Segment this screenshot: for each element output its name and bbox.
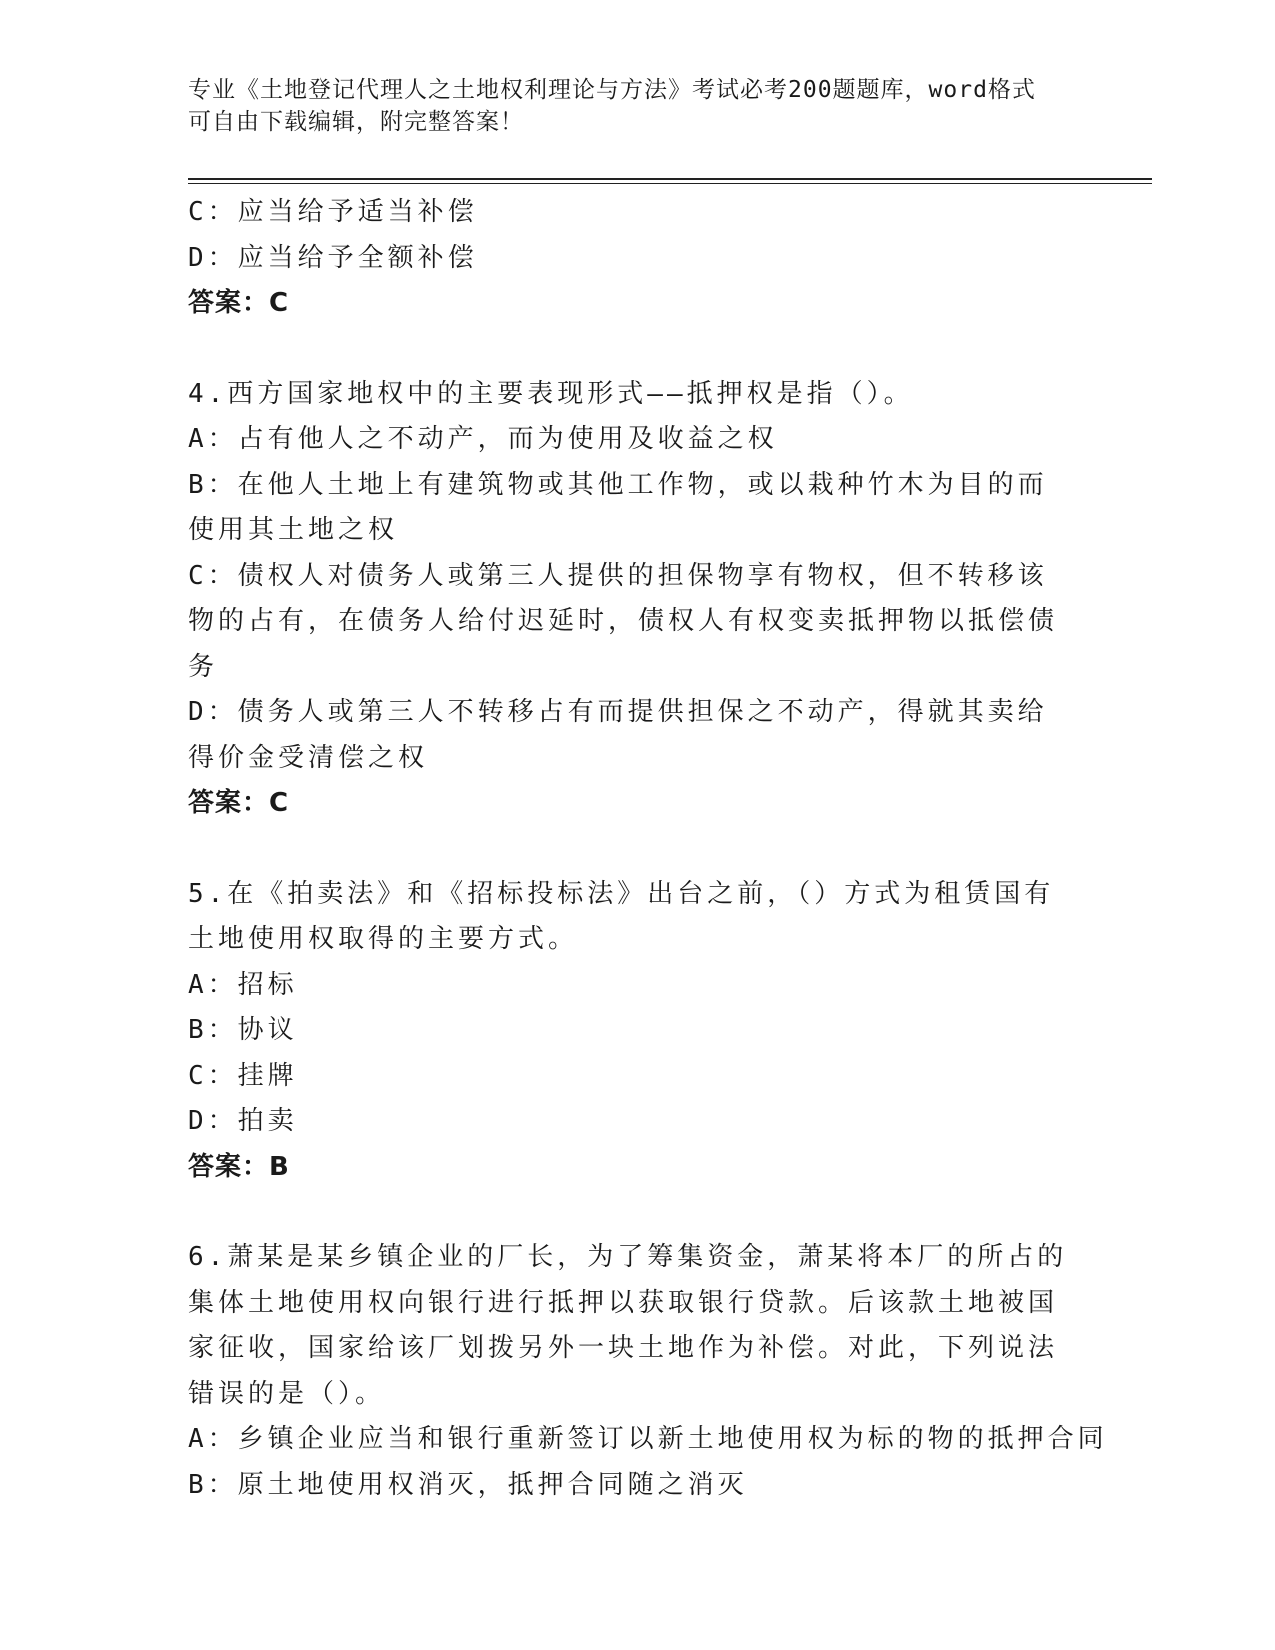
question-content bbox=[188, 190, 1108, 1508]
answer-line: 答案：C bbox=[188, 788, 290, 818]
option-b: B：原土地使用权消灭，抵押合同随之消灭 bbox=[188, 1469, 748, 1500]
answer-line: 答案：C bbox=[188, 288, 290, 318]
option-a: A：乡镇企业应当和银行重新签订以新土地使用权为标的物的抵押合同 bbox=[188, 1424, 1108, 1454]
question-stem: 6.萧某是某乡镇企业的厂长，为了筹集资金，萧某将本厂的所占的集体土地使用权向银行进行抵押以获取银行贷款。后该款土地被国家征收，国家给该厂划拨另外一块土地作为补偿。对此，下列说法错误的是（）。 bbox=[188, 1242, 1068, 1409]
answer-line: 答案：B bbox=[188, 1151, 290, 1182]
header-line-2: 可自由下载编辑，附完整答案！ bbox=[188, 109, 524, 135]
option-c: C：债权人对债务人或第三人提供的担保物享有物权，但不转移该物的占有，在债务人给付迟延时，债权人有权变卖抵押物以抵偿债务 bbox=[188, 560, 1059, 682]
spacer bbox=[188, 1190, 1068, 1235]
option-d: D：拍卖 bbox=[188, 1106, 298, 1136]
header-line-1: 专业《土地登记代理人之土地权利理论与方法》考试必考200题题库，word格式 bbox=[188, 77, 1036, 103]
question-4 bbox=[188, 372, 1068, 827]
option-b: B：协议 bbox=[188, 1015, 298, 1045]
question-5 bbox=[188, 872, 1068, 1191]
question-6 bbox=[188, 1235, 1108, 1508]
option-b: B：在他人土地上有建筑物或其他工作物，或以栽种竹木为目的而使用其土地之权 bbox=[188, 469, 1048, 545]
question-3-tail bbox=[188, 190, 1068, 327]
option-d: D：应当给予全额补偿 bbox=[188, 242, 478, 273]
document-header bbox=[188, 74, 1088, 138]
option-c: C：应当给予适当补偿 bbox=[188, 197, 478, 227]
question-stem: 5.在《拍卖法》和《招标投标法》出台之前，（）方式为租赁国有土地使用权取得的主要方式。 bbox=[188, 878, 1055, 954]
option-a: A：占有他人之不动产，而为使用及收益之权 bbox=[188, 424, 778, 454]
option-c: C：挂牌 bbox=[188, 1060, 298, 1091]
question-stem: 4.西方国家地权中的主要表现形式——抵押权是指（）。 bbox=[188, 378, 914, 409]
option-d: D：债务人或第三人不转移占有而提供担保之不动产，得就其卖给得价金受清偿之权 bbox=[188, 697, 1048, 773]
spacer bbox=[188, 827, 1068, 872]
option-a: A：招标 bbox=[188, 969, 298, 1000]
header-divider-thick bbox=[188, 178, 1152, 180]
header-divider-thin bbox=[188, 183, 1152, 184]
spacer bbox=[188, 327, 1068, 372]
